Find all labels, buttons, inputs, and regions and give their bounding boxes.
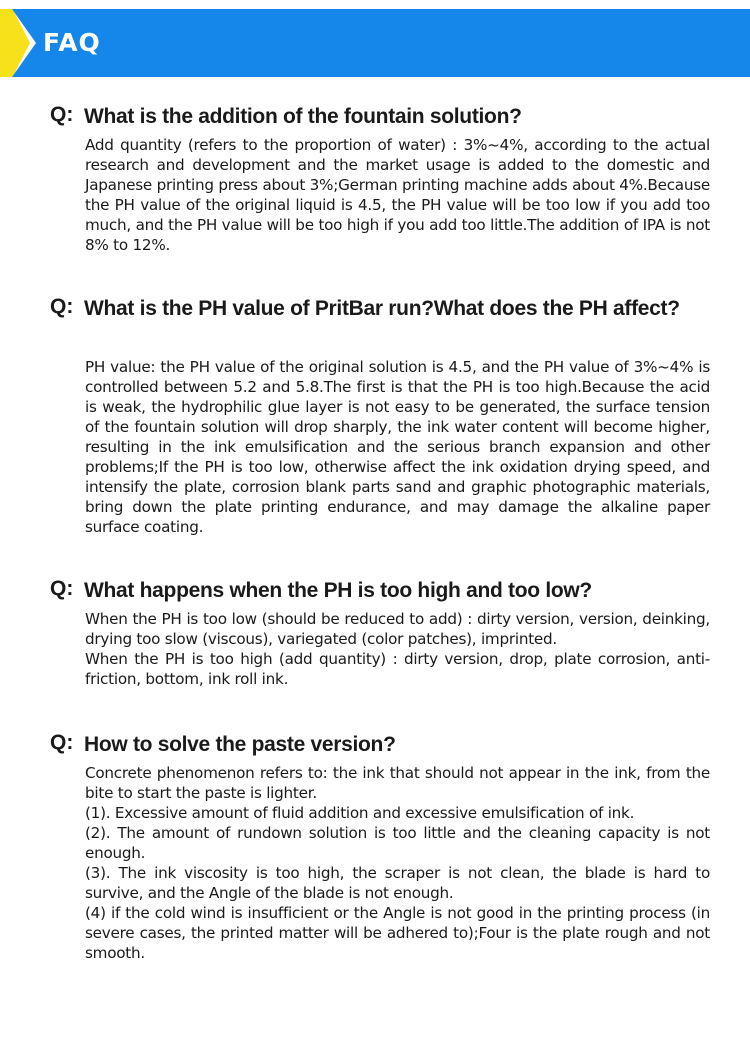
answer-paragraph: PH value: the PH value of the original solution is 4.5, and the PH value of 3%~4% is controlled between 5.2 and 5.8.The first is that the PH is too high.Because the acid is weak, the hydrophilic glue layer is not easy to be generated, the surface tension of the fountain solution will drop sharply, the ink water content will become higher, resulting in the ink emulsification and the serious branch expansion and other problems;If the PH is too low, otherwise affect the ink oxidation drying speed, and intensify the plate, corrosion blank parts sand and graphic photographic materials, bring down the plate printing endurance, and may damage the alkaline paper surface coating. xyxy=(85,358,710,536)
question-text: What is the addition of the fountain solution? xyxy=(84,105,522,128)
answer-text xyxy=(85,135,710,255)
question-text: What happens when the PH is too high and too low? xyxy=(84,579,592,602)
page-title: FAQ xyxy=(43,28,101,57)
answer-paragraph: (1). Excessive amount of fluid addition and excessive emulsification of ink. xyxy=(85,804,635,822)
answer-paragraph: When the PH is too low (should be reduced to add) : dirty version, version, deinking, drying too slow (viscous), variegated (color patches), imprinted. xyxy=(85,610,710,648)
answer-paragraph: (3). The ink viscosity is too high, the scraper is not clean, the blade is hard to survive, and the Angle of the blade is not enough. xyxy=(85,864,710,902)
faq-banner xyxy=(0,9,750,77)
answer-paragraph: Add quantity (refers to the proportion of water) : 3%~4%, according to the actual research and development and the market usage is added to the domestic and Japanese printing press about 3%;German printing machine adds about 4%.Because the PH value of the original liquid is 4.5, the PH value will be too low if you add too much, and the PH value will be too high if you add too little.The addition of IPA is not 8% to 12%. xyxy=(85,136,710,254)
answer-text xyxy=(85,609,710,689)
answer-text xyxy=(85,357,710,537)
answer-paragraph: (4) if the cold wind is insufficient or the Angle is not good in the printing process (in severe cases, the printed matter will be adhered to);Four is the plate rough and not smooth. xyxy=(85,904,710,962)
question-prefix: Q: xyxy=(50,103,74,126)
question-text: What is the PH value of PritBar run?What does the PH affect? xyxy=(84,297,680,320)
question-prefix: Q: xyxy=(50,577,74,600)
answer-paragraph: (2). The amount of rundown solution is too little and the cleaning capacity is not enough. xyxy=(85,824,710,862)
answer-paragraph: When the PH is too high (add quantity) : dirty version, drop, plate corrosion, anti-friction, bottom, ink roll ink. xyxy=(85,650,710,688)
question-prefix: Q: xyxy=(50,731,74,754)
answer-text xyxy=(85,763,710,963)
question-text: How to solve the paste version? xyxy=(84,733,396,756)
banner-background xyxy=(12,9,750,77)
answer-paragraph: Concrete phenomenon refers to: the ink that should not appear in the ink, from the bite to start the paste is lighter. xyxy=(85,764,710,802)
question-prefix: Q: xyxy=(50,295,74,318)
